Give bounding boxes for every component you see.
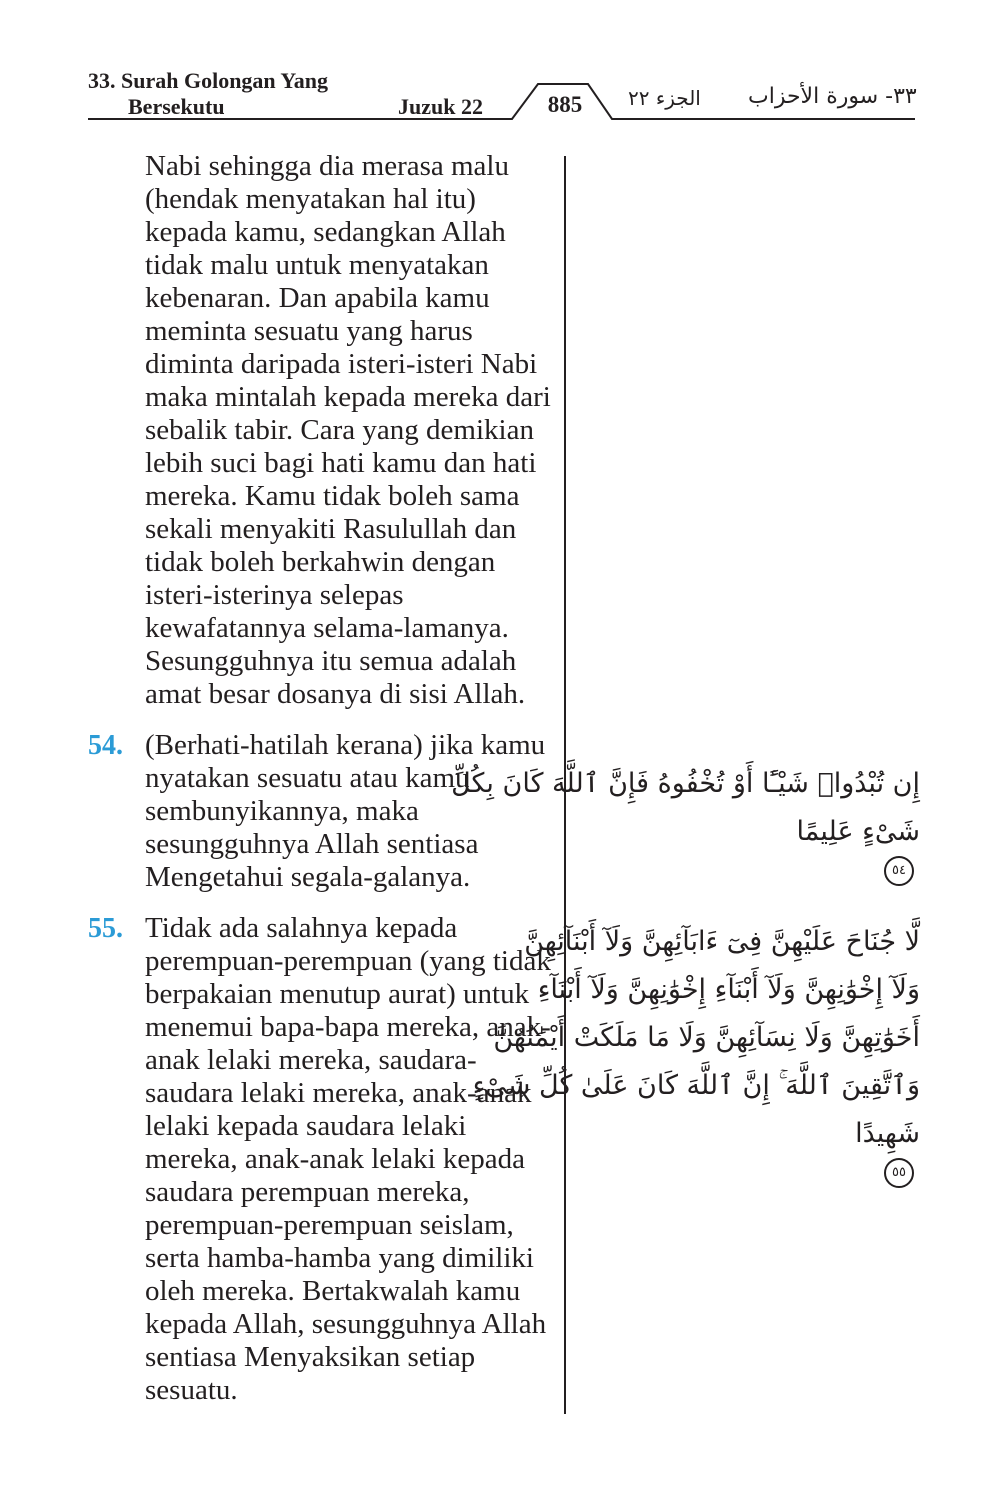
arabic-55-line-5 <box>580 1110 920 1188</box>
arabic-54-line-2 <box>580 808 920 886</box>
translation-verse-54 <box>88 729 558 894</box>
arabic-juz-label: الجزء ٢٢ <box>628 86 701 110</box>
juzuk-label: Juzuk 22 <box>398 94 483 119</box>
surah-title-line2: Bersekutu <box>128 94 225 119</box>
header-rule <box>0 0 1000 130</box>
arabic-54-line-1: إِن تُبْدُوا۟ شَيْـًٔا أَوْ تُخْفُوهُ فَإِنَّ ٱللَّهَ كَانَ بِكُلِّ <box>451 768 920 799</box>
arabic-verse-55 <box>472 918 920 1188</box>
verse-55-text: Tidak ada salahnya kepada perempuan-perempuan (yang tidak berpakaian menutup aurat) untuk menemui bapa-bapa mereka, anak-anak lelaki mereka, saudara-saudara lelaki mereka, anak-anak lelaki kepada saudara lelaki mereka, anak-anak lelaki kepada saudara perempuan mereka, perempuan-perempuan seislam, serta hamba-hamba yang dimiliki oleh mereka. Bertakwalah kamu kepada Allah, sesungguhnya Allah sentiasa Menyaksikan setiap sesuatu. <box>145 912 551 1406</box>
arabic-surah-label: ٣٣- سورة الأحزاب <box>748 84 917 109</box>
translation-continuation-text: Nabi sehingga dia merasa malu (hendak menyatakan hal itu) kepada kamu, sedangkan Allah tidak malu untuk menyatakan kebenaran. Dan apabila kamu meminta sesuatu yang harus diminta daripada isteri-isteri Nabi maka mintalah kepada mereka dari sebalik tabir. Cara yang demikian lebih suci bagi hati kamu dan hati mereka. Kamu tidak boleh sama sekali menyakiti Rasulullah dan tidak boleh berkahwin dengan isteri-isterinya selepas kewafatannya selama-lamanya. Sesungguhnya itu semua adalah amat besar dosanya di sisi Allah. <box>145 150 551 710</box>
translation-verse-55 <box>88 912 558 1407</box>
arabic-55-line-4: وَٱتَّقِينَ ٱللَّهَ ۚ إِنَّ ٱللَّهَ كَانَ عَلَىٰ كُلِّ شَىْءٍ <box>472 1070 920 1101</box>
ayah-marker-55-icon: ٥٥ <box>884 1158 914 1188</box>
page-header <box>0 0 1000 130</box>
arabic-55-line-2: وَلَآ إِخْوَٰنِهِنَّ وَلَآ أَبْنَآءِ إِخْوَٰنِهِنَّ وَلَآ أَبْنَآءِ <box>537 974 920 1005</box>
arabic-55-line-1: لَّا جُنَاحَ عَلَيْهِنَّ فِىٓ ءَابَآئِهِنَّ وَلَآ أَبْنَآئِهِنَّ <box>524 926 920 957</box>
verse-number-54: 54. <box>88 730 123 761</box>
page-number: 885 <box>547 92 583 117</box>
verse-54-text: (Berhati-hatilah kerana) jika kamu nyatakan sesuatu atau kamu sembunyikannya, maka sesungguhnya Allah sentiasa Mengetahui segala-galanya. <box>145 729 546 893</box>
arabic-54-line-2-text: شَىْءٍ عَلِيمًا <box>796 816 920 847</box>
translation-continuation <box>88 150 558 711</box>
arabic-verse-54 <box>451 760 920 886</box>
surah-title-line1: 33. Surah Golongan Yang <box>88 68 329 93</box>
arabic-55-line-3: أَخَوَٰتِهِنَّ وَلَا نِسَآئِهِنَّ وَلَا مَا مَلَكَتْ أَيْمَٰنُهُنَّ <box>493 1022 920 1053</box>
arabic-55-line-5-text: شَهِيدًا <box>855 1118 920 1149</box>
ayah-marker-54-icon: ٥٤ <box>884 856 914 886</box>
verse-number-55: 55. <box>88 913 123 944</box>
